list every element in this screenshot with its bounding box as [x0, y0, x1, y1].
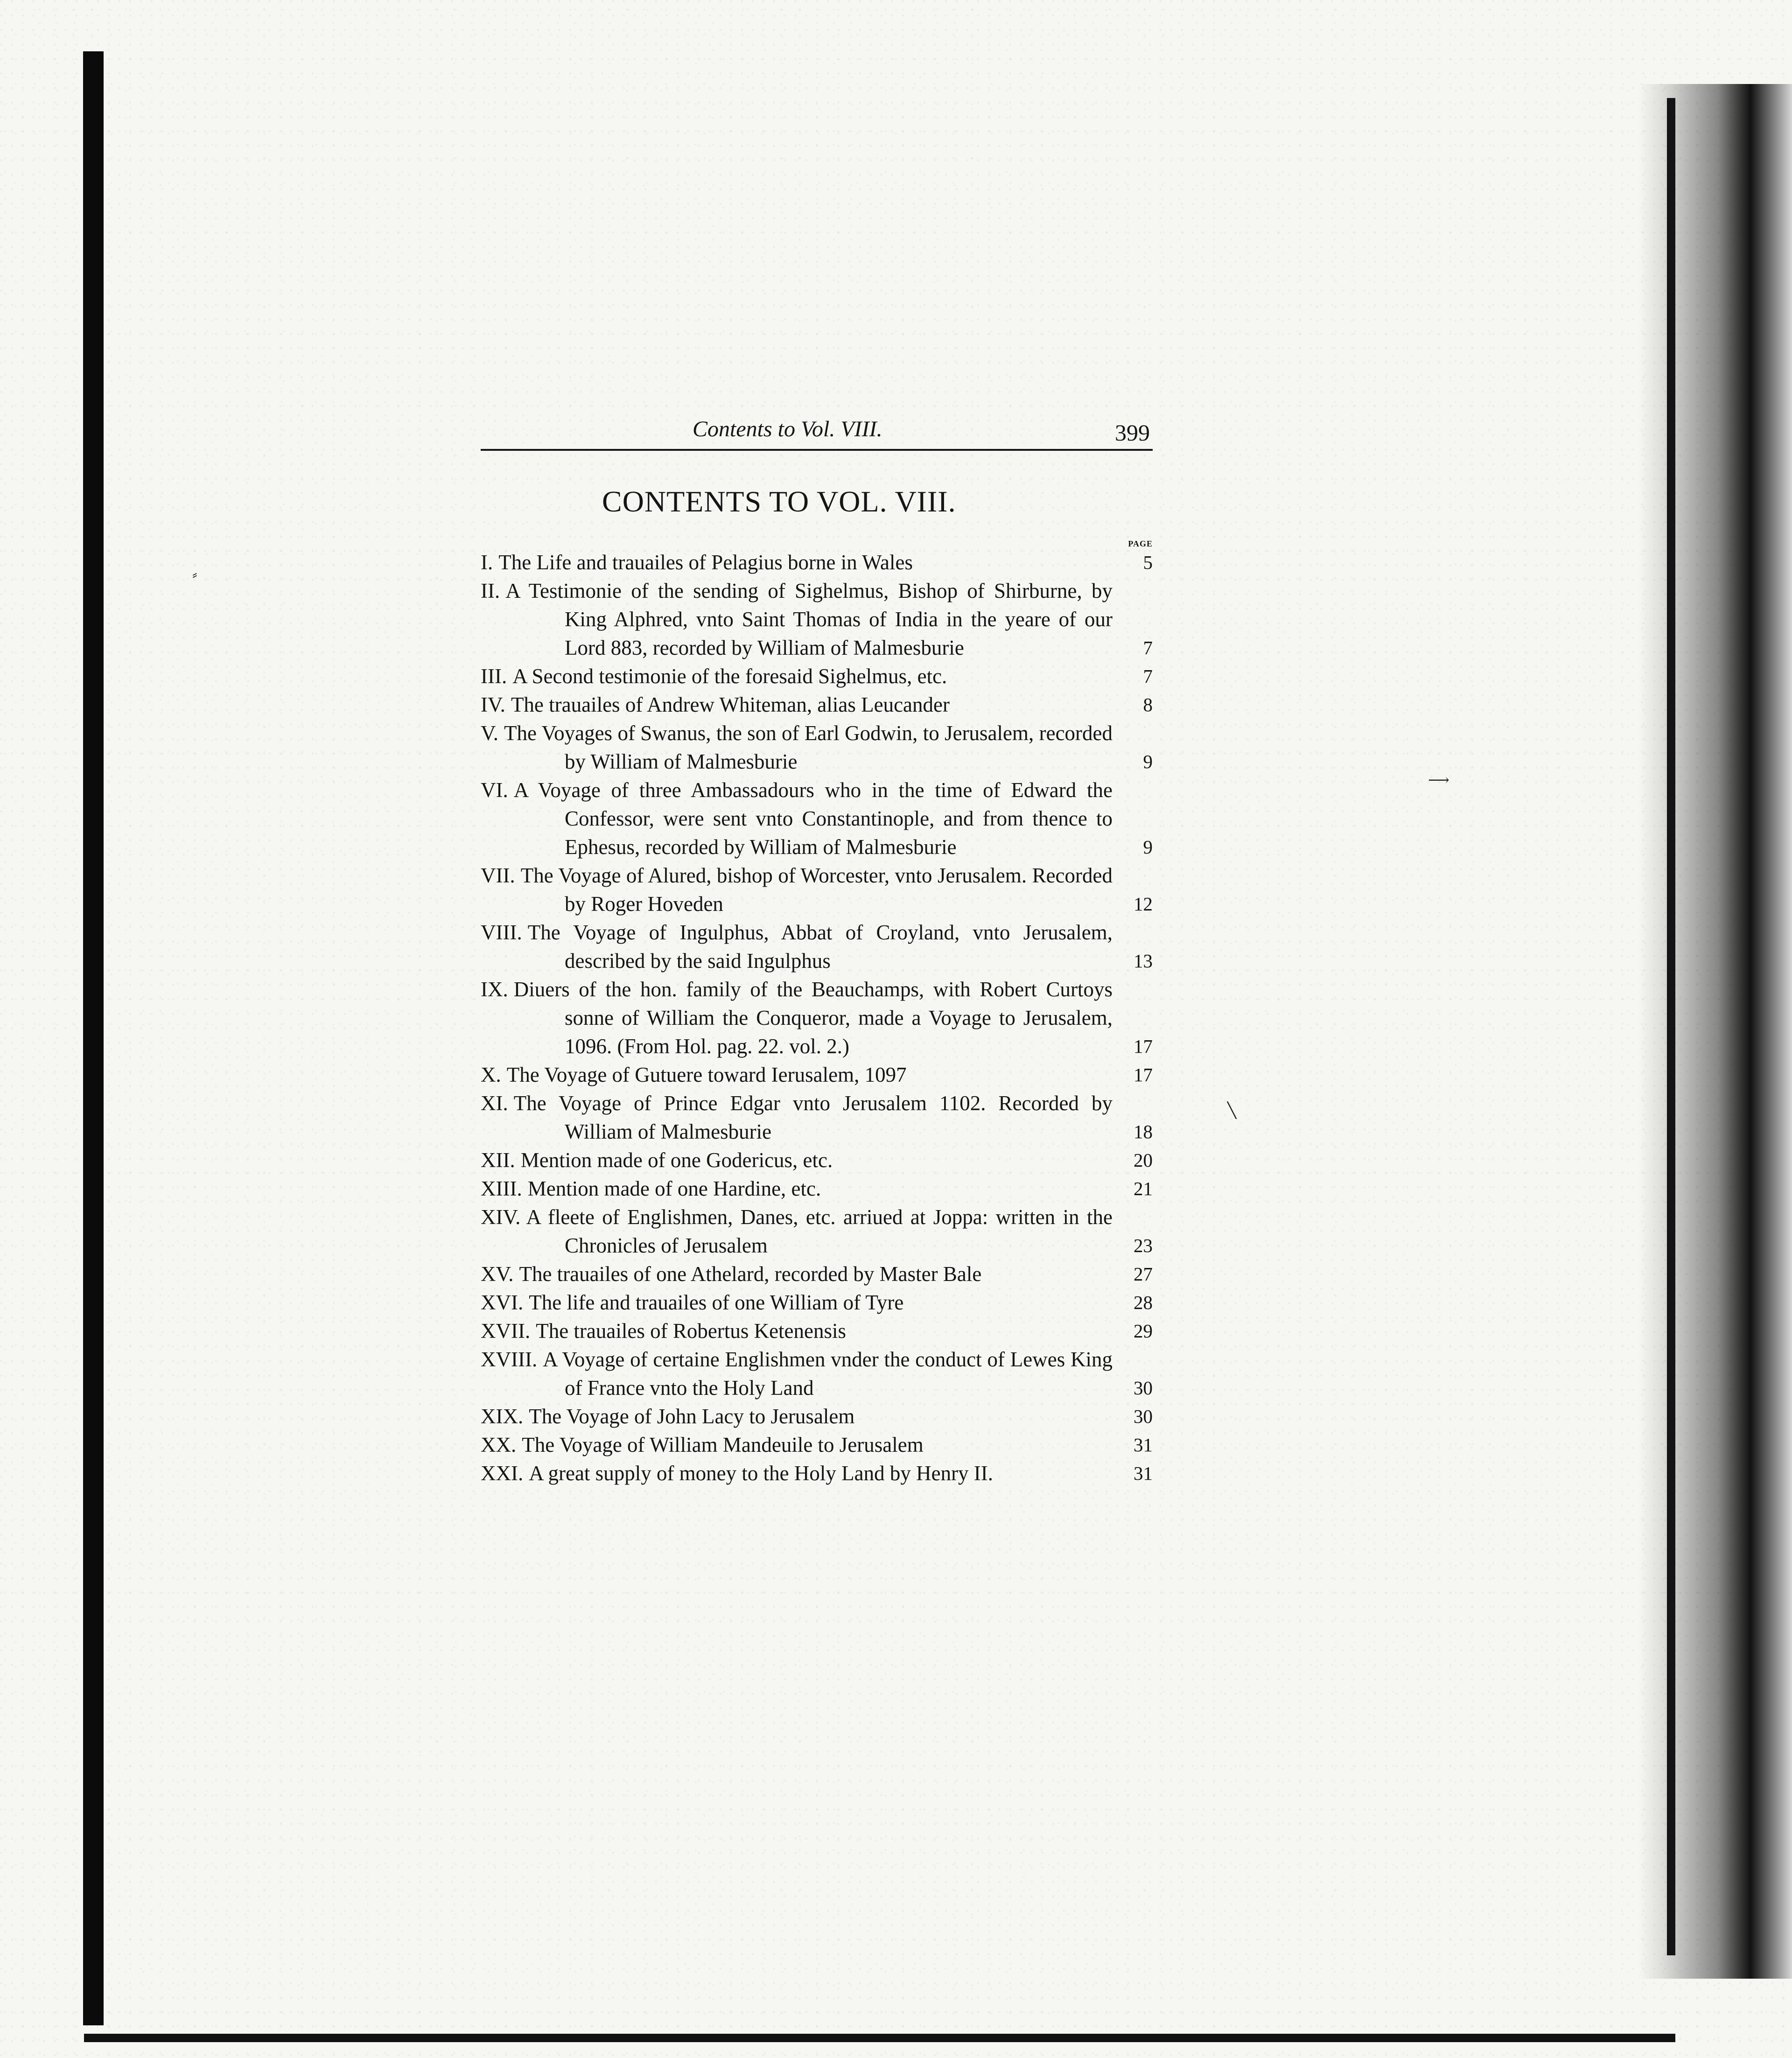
entry-page-number: 12: [1134, 893, 1153, 915]
entry-title: The trauailes of Andrew Whiteman, alias Leucander: [511, 693, 950, 716]
entry-number: XIX.: [481, 1404, 524, 1428]
entry-page-number: 9: [1143, 750, 1153, 772]
entry-number: XVI.: [481, 1290, 524, 1314]
entry-number: XV.: [481, 1262, 514, 1286]
contents-entry: [481, 577, 1153, 662]
margin-mark: ╲: [1227, 1102, 1237, 1119]
entry-page-number: 7: [1143, 665, 1153, 687]
entry-page-number: 20: [1134, 1149, 1153, 1171]
entry-page-number: 28: [1134, 1291, 1153, 1313]
entry-number: V.: [481, 721, 498, 745]
entry-title: The Voyage of Gutuere toward Ierusalem, 1097: [506, 1063, 907, 1086]
contents-entry: [481, 1146, 1153, 1175]
entry-title: Mention made of one Hardine, etc.: [527, 1176, 821, 1200]
contents-entry: [481, 1175, 1153, 1203]
entry-number: VIII.: [481, 920, 522, 944]
contents-entry: [481, 1431, 1153, 1459]
entry-page-number: 31: [1134, 1462, 1153, 1484]
entry-number: XVIII.: [481, 1347, 538, 1371]
contents-list: [481, 548, 1153, 1488]
entry-number: VII.: [481, 863, 515, 887]
entry-page-number: 30: [1134, 1405, 1153, 1427]
entry-title: A Voyage of certaine Englishmen vnder the conduct of Lewes King of France vnto the Holy Land: [543, 1347, 1113, 1400]
entry-title: The life and trauailes of one William of Tyre: [529, 1290, 904, 1314]
left-binding-shadow: [83, 51, 104, 2025]
entry-title: A Testimonie of the sending of Sighelmus, Bishop of Shirburne, by King Alphred, vnto Saint Thomas of India in the yeare of our Lord 883, recorded by William of Malmesburie: [505, 579, 1113, 659]
running-head: [481, 416, 1153, 451]
entry-title: A Voyage of three Ambassadours who in the time of Edward the Confessor, were sent vnto Constantinople, and from thence to Ephesus, recorded by William of Malmesburie: [513, 778, 1113, 859]
margin-mark: ⟶: [1428, 771, 1449, 788]
entry-title: The Voyage of Ingulphus, Abbat of Croyland, vnto Jerusalem, described by the said Ingulphus: [527, 920, 1113, 973]
entry-number: X.: [481, 1063, 501, 1086]
entry-number: XIII.: [481, 1176, 522, 1200]
entry-title: A fleete of Englishmen, Danes, etc. arriued at Joppa: written in the Chronicles of Jerusalem: [526, 1205, 1113, 1257]
contents-entry: [481, 662, 1153, 691]
book-page: [481, 416, 1153, 1488]
entry-page-number: 27: [1134, 1263, 1153, 1285]
page-number: 399: [1115, 420, 1150, 446]
right-binding-shadow: [1667, 98, 1675, 1955]
entry-title: The Voyage of John Lacy to Jerusalem: [529, 1404, 855, 1428]
contents-entry: [481, 1402, 1153, 1431]
entry-page-number: 21: [1134, 1177, 1153, 1199]
contents-entry: [481, 1260, 1153, 1288]
contents-entry: [481, 1203, 1153, 1260]
contents-entry: [481, 918, 1153, 975]
bottom-scan-edge: [84, 2034, 1675, 2042]
entry-page-number: 13: [1134, 950, 1153, 972]
entry-page-number: 17: [1134, 1035, 1153, 1057]
contents-entry: [481, 1061, 1153, 1089]
entry-page-number: 23: [1134, 1234, 1153, 1256]
entry-number: II.: [481, 579, 500, 602]
margin-mark: ⸗: [192, 566, 197, 582]
entry-page-number: 9: [1143, 836, 1153, 858]
entry-title: Diuers of the hon. family of the Beauchamps, with Robert Curtoys sonne of William the Conqueror, made a Voyage to Jerusalem, 1096. (From Hol. pag. 22. vol. 2.): [513, 977, 1113, 1058]
entry-title: The Voyage of William Mandeuile to Jerusalem: [522, 1433, 924, 1456]
entry-number: XX.: [481, 1433, 517, 1456]
entry-number: IX.: [481, 977, 508, 1001]
entry-number: VI.: [481, 778, 508, 802]
entry-number: IV.: [481, 693, 505, 716]
contents-entry: [481, 1089, 1153, 1146]
entry-number: XXI.: [481, 1461, 524, 1485]
right-page-edge-shadow: [1638, 84, 1792, 1979]
entry-title: The Voyage of Prince Edgar vnto Jerusalem 1102. Recorded by William of Malmesburie: [513, 1091, 1113, 1143]
entry-number: I.: [481, 550, 493, 574]
contents-entry: [481, 975, 1153, 1061]
contents-entry: [481, 1317, 1153, 1345]
entry-number: XI.: [481, 1091, 508, 1115]
contents-entry: [481, 1288, 1153, 1317]
page-column-label: PAGE: [1128, 539, 1153, 548]
entry-page-number: 18: [1134, 1120, 1153, 1142]
entry-title: The trauailes of Robertus Ketenensis: [536, 1319, 847, 1343]
contents-entry: [481, 1459, 1153, 1488]
running-title: Contents to Vol. VIII.: [693, 417, 882, 441]
entry-number: XVII.: [481, 1319, 531, 1343]
contents-entry: [481, 1345, 1153, 1402]
entry-page-number: 5: [1143, 551, 1153, 573]
entry-page-number: 29: [1134, 1320, 1153, 1342]
entry-number: XII.: [481, 1148, 515, 1172]
entry-title: A great supply of money to the Holy Land by Henry II.: [529, 1461, 994, 1485]
contents-entry: [481, 719, 1153, 776]
entry-title: A Second testimonie of the foresaid Sighelmus, etc.: [512, 664, 947, 688]
entry-title: The Voyage of Alured, bishop of Worcester, vnto Jerusalem. Recorded by Roger Hoveden: [520, 863, 1113, 916]
entry-page-number: 7: [1143, 637, 1153, 658]
entry-number: III.: [481, 664, 507, 688]
entry-title: The Life and trauailes of Pelagius borne in Wales: [498, 550, 913, 574]
contents-entry: [481, 691, 1153, 719]
entry-page-number: 8: [1143, 693, 1153, 715]
entry-title: The Voyages of Swanus, the son of Earl Godwin, to Jerusalem, recorded by William of Malmesburie: [504, 721, 1113, 773]
entry-title: Mention made of one Godericus, etc.: [520, 1148, 833, 1172]
entry-page-number: 17: [1134, 1064, 1153, 1085]
contents-entry: [481, 776, 1153, 861]
contents-entry: [481, 861, 1153, 918]
contents-title: CONTENTS TO VOL. VIII.: [602, 485, 956, 518]
entry-number: XIV.: [481, 1205, 521, 1229]
entry-page-number: 31: [1134, 1434, 1153, 1456]
entry-title: The trauailes of one Athelard, recorded by Master Bale: [519, 1262, 982, 1286]
entry-page-number: 30: [1134, 1377, 1153, 1399]
contents-entry: [481, 548, 1153, 577]
